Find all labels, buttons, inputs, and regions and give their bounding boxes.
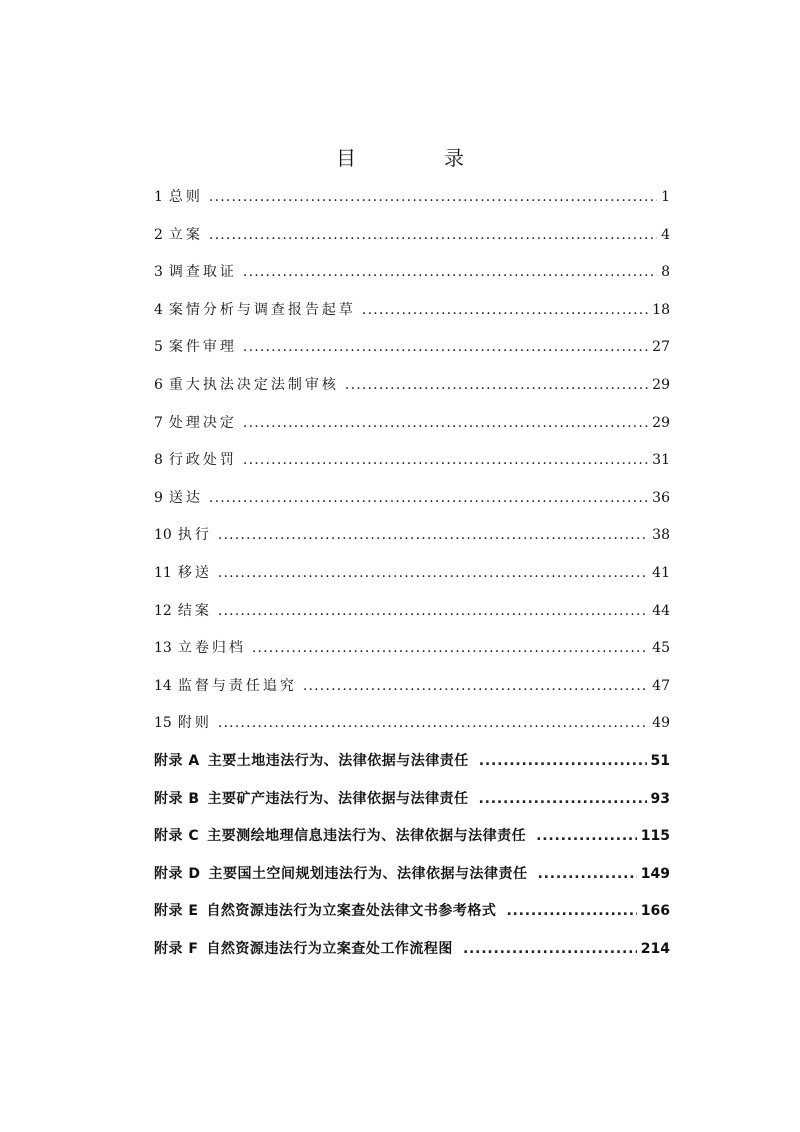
toc-entry-label: 案情分析与调查报告起草: [168, 301, 356, 318]
toc-entry[interactable]: [154, 636, 670, 674]
toc-entry[interactable]: [154, 373, 670, 411]
toc-leader-dots: [243, 448, 648, 472]
toc-entry-number: 7: [154, 414, 163, 431]
toc-appendix-page: 149: [640, 865, 670, 882]
toc-entry-page: 47: [652, 677, 670, 694]
toc-entry-page: 29: [652, 414, 670, 431]
toc-entry-number: 4: [154, 301, 163, 318]
toc-entry-page: 44: [652, 602, 670, 619]
toc-leader-dots: [362, 298, 648, 322]
toc-appendix-number: 附录 E: [154, 903, 199, 920]
table-of-contents: [154, 185, 670, 974]
toc-appendix-page: 115: [640, 828, 670, 845]
toc-entry-label: 立卷归档: [177, 640, 246, 657]
toc-appendix-label: 主要国土空间规划违法行为、法律依据与法律责任: [208, 865, 528, 882]
toc-entry[interactable]: [154, 260, 670, 298]
toc-entry[interactable]: [154, 561, 670, 599]
toc-leader-dots: [218, 599, 648, 623]
toc-entry[interactable]: [154, 486, 670, 524]
toc-entry-page: 45: [652, 640, 670, 657]
toc-appendix-number: 附录 B: [154, 790, 200, 807]
toc-appendix-page: 93: [650, 790, 670, 807]
toc-appendix-label: 自然资源违法行为立案查处工作流程图: [206, 940, 453, 957]
toc-entry-number: 14: [154, 677, 172, 694]
toc-entry-number: 8: [154, 452, 163, 469]
toc-entry-label: 送达: [168, 489, 203, 506]
toc-entry[interactable]: [154, 298, 670, 336]
toc-appendix-entry[interactable]: [154, 937, 670, 975]
toc-appendix-number: 附录 A: [154, 752, 200, 769]
toc-leader-dots: [252, 636, 648, 660]
toc-entry-label: 移送: [177, 564, 212, 581]
toc-entry-page: 31: [652, 452, 670, 469]
toc-appendix-entry[interactable]: [154, 862, 670, 900]
toc-appendix-page: 51: [650, 752, 670, 769]
toc-entry-label: 案件审理: [168, 339, 237, 356]
toc-entry[interactable]: [154, 335, 670, 373]
toc-entry[interactable]: [154, 411, 670, 449]
toc-entry-page: 18: [652, 301, 670, 318]
toc-entry-label: 附则: [177, 715, 212, 732]
toc-entry-page: 29: [652, 376, 670, 393]
toc-appendix-entry[interactable]: [154, 787, 670, 825]
toc-appendix-label: 主要土地违法行为、法律依据与法律责任: [207, 752, 469, 769]
toc-leader-dots: [209, 486, 648, 510]
toc-entry-number: 6: [154, 376, 163, 393]
toc-appendix-number: 附录 D: [154, 865, 201, 882]
toc-entry[interactable]: [154, 674, 670, 712]
toc-entry-page: 38: [652, 527, 670, 544]
toc-entry-number: 10: [154, 527, 172, 544]
toc-entry-number: 1: [154, 189, 163, 205]
toc-leader-dots: [479, 749, 647, 773]
toc-entry[interactable]: [154, 448, 670, 486]
toc-appendix-page: 214: [640, 940, 670, 957]
toc-appendix-number: 附录 C: [154, 828, 200, 845]
toc-leader-dots: [243, 335, 648, 359]
toc-entry-page: 4: [661, 226, 670, 243]
toc-entry-label: 处理决定: [168, 414, 237, 431]
toc-entry-number: 3: [154, 264, 163, 281]
toc-entry[interactable]: [154, 185, 670, 223]
toc-entry[interactable]: [154, 711, 670, 749]
toc-leader-dots: [209, 223, 657, 247]
toc-entry-number: 2: [154, 226, 163, 243]
toc-appendix-number: 附录 F: [154, 940, 199, 957]
toc-entry-label: 结案: [177, 602, 212, 619]
toc-leader-dots: [303, 674, 648, 698]
toc-entry-label: 立案: [168, 226, 203, 243]
toc-entry[interactable]: [154, 523, 670, 561]
toc-entry-number: 12: [154, 602, 172, 619]
toc-entry-number: 9: [154, 489, 163, 506]
toc-entry-number: 5: [154, 339, 163, 356]
toc-appendix-entry[interactable]: [154, 824, 670, 862]
toc-leader-dots: [536, 824, 637, 848]
toc-entry-page: 27: [652, 339, 670, 356]
toc-leader-dots: [243, 260, 657, 284]
toc-entry-page: 49: [652, 715, 670, 732]
toc-entry-number: 11: [154, 564, 172, 581]
toc-entry-page: 36: [652, 489, 670, 506]
toc-leader-dots: [218, 561, 648, 585]
toc-entry[interactable]: [154, 599, 670, 637]
toc-entry-label: 总则: [168, 189, 203, 205]
toc-leader-dots: [345, 373, 648, 397]
toc-entry[interactable]: [154, 223, 670, 261]
toc-appendix-label: 主要矿产违法行为、法律依据与法律责任: [207, 790, 469, 807]
toc-leader-dots: [506, 899, 636, 923]
toc-entry-page: 8: [661, 264, 670, 281]
toc-leader-dots: [463, 937, 637, 961]
toc-appendix-page: 166: [640, 903, 670, 920]
toc-leader-dots: [218, 523, 648, 547]
toc-entry-label: 执行: [177, 527, 212, 544]
toc-entry-number: 15: [154, 715, 172, 732]
toc-appendix-entry[interactable]: [154, 749, 670, 787]
toc-leader-dots: [209, 185, 657, 209]
toc-leader-dots: [218, 711, 648, 735]
toc-appendix-entry[interactable]: [154, 899, 670, 937]
toc-entry-label: 监督与责任追究: [177, 677, 297, 694]
toc-entry-page: 41: [652, 564, 670, 581]
toc-entry-page: 1: [661, 189, 670, 205]
toc-entry-label: 调查取证: [168, 264, 237, 281]
toc-appendix-label: 自然资源违法行为立案查处法律文书参考格式: [206, 903, 497, 920]
toc-entry-number: 13: [154, 640, 172, 657]
toc-leader-dots: [243, 411, 648, 435]
toc-leader-dots: [479, 787, 647, 811]
toc-entry-label: 重大执法决定法制审核: [168, 376, 339, 393]
toc-title: 目 录: [336, 146, 498, 170]
toc-appendix-label: 主要测绘地理信息违法行为、法律依据与法律责任: [207, 828, 527, 845]
toc-leader-dots: [538, 862, 637, 886]
toc-entry-label: 行政处罚: [168, 452, 237, 469]
